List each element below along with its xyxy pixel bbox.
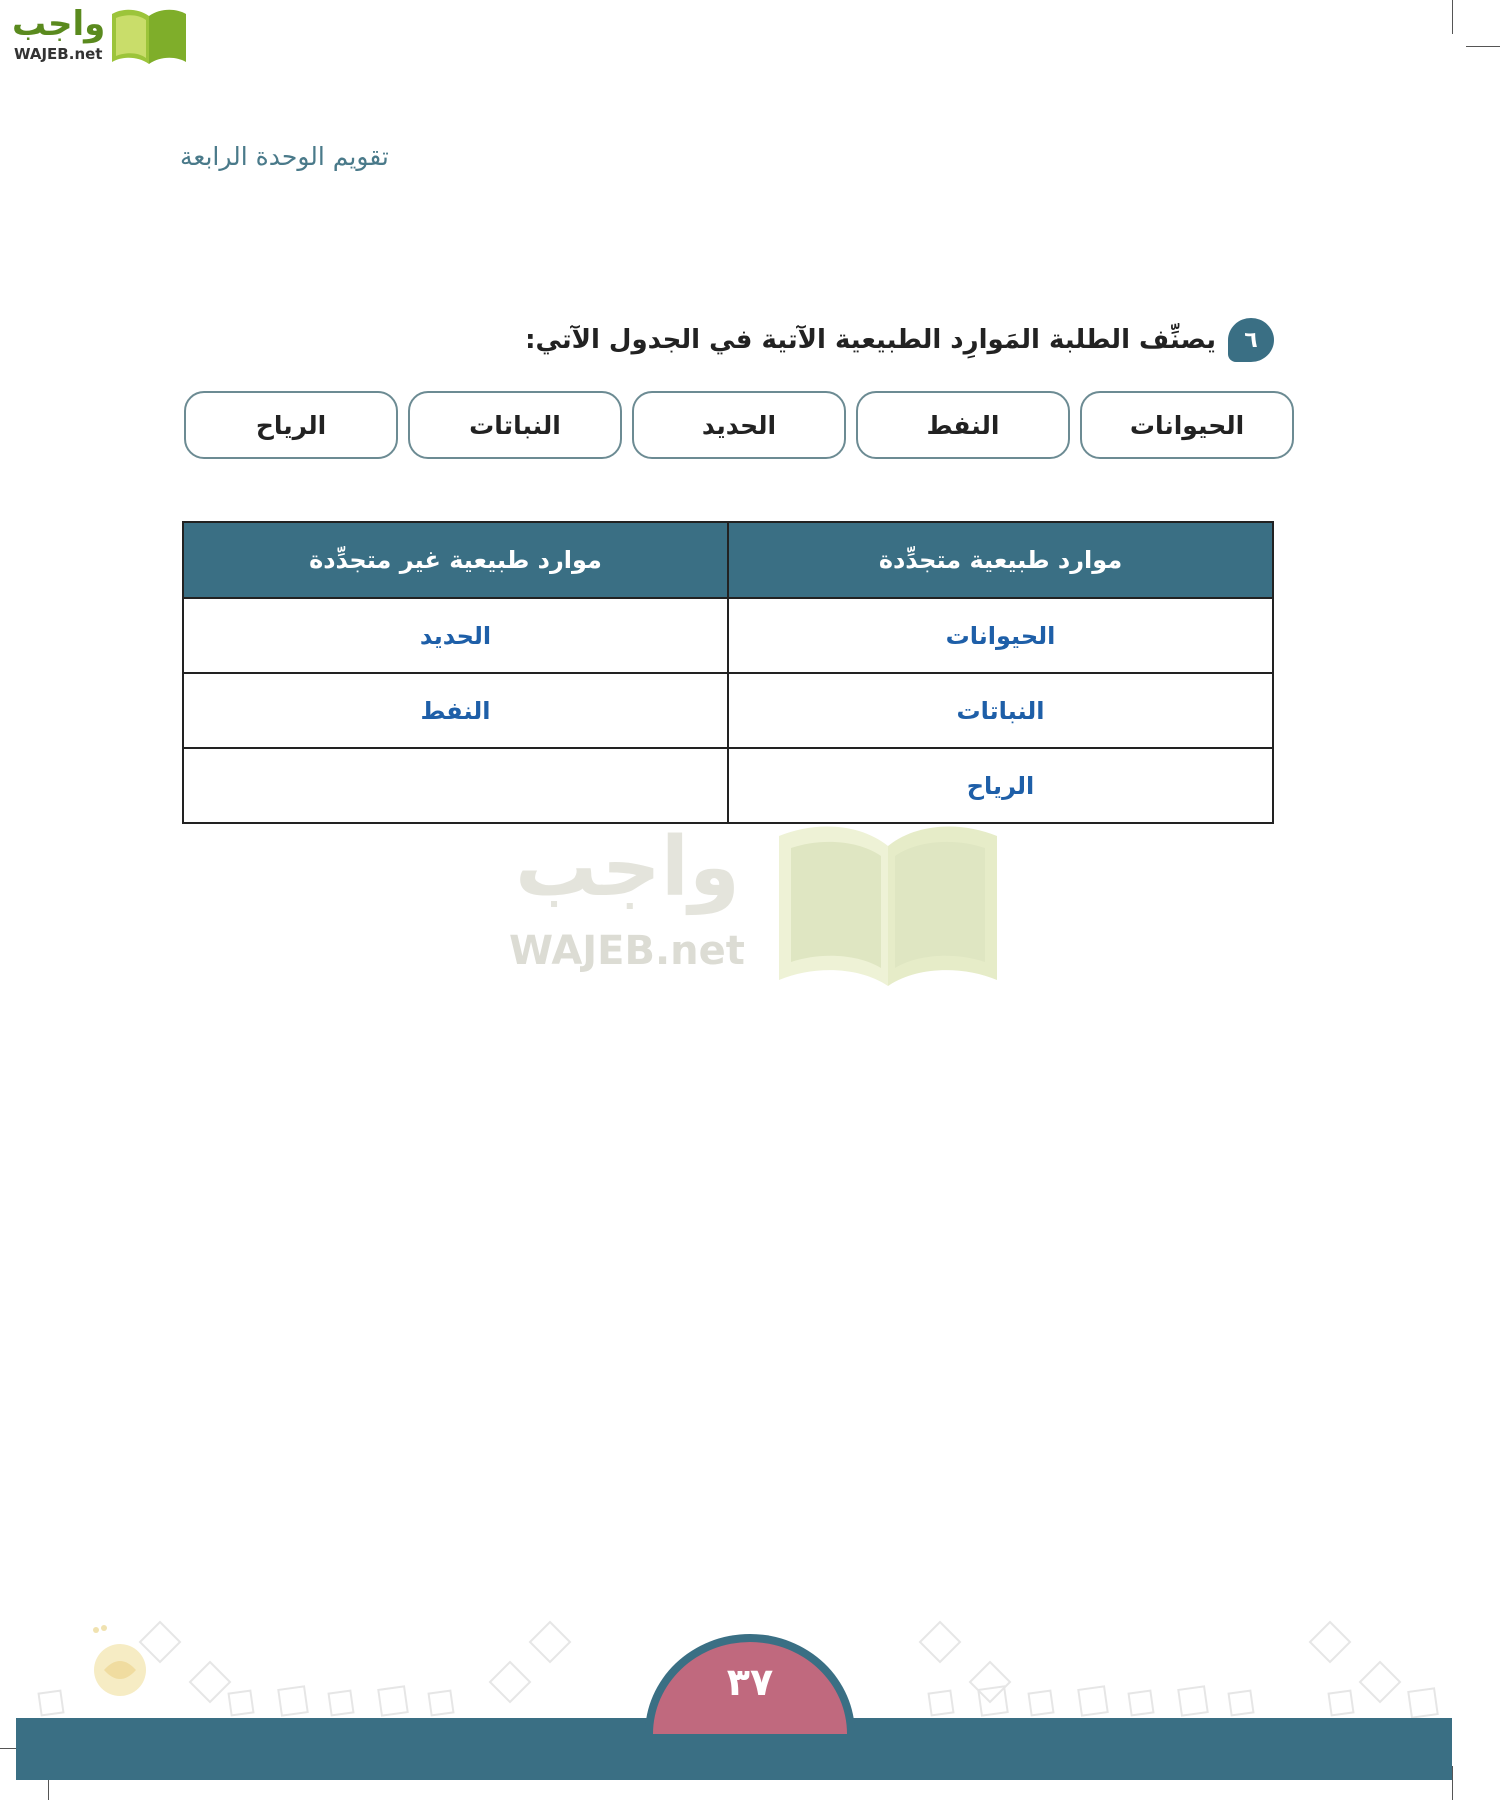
crop-mark xyxy=(1466,46,1500,47)
chip-plants[interactable]: النباتات xyxy=(408,391,622,459)
chip-animals[interactable]: الحيوانات xyxy=(1080,391,1294,459)
answer-cell[interactable]: الحيوانات xyxy=(728,598,1273,673)
table-row xyxy=(183,598,1273,673)
resource-chips xyxy=(184,391,1294,459)
chip-wind[interactable]: الرياح xyxy=(184,391,398,459)
crop-mark xyxy=(1452,1766,1453,1800)
answer-cell[interactable]: الرياح xyxy=(728,748,1273,823)
book-icon xyxy=(108,6,190,66)
table-row xyxy=(183,748,1273,823)
logo-arabic-text: واجب xyxy=(12,4,106,44)
crop-mark xyxy=(1452,0,1453,34)
header-nonrenewable: موارد طبيعية غير متجدِّدة xyxy=(183,522,728,598)
question-number-badge: ٦ xyxy=(1228,318,1274,362)
watermark-book-icon xyxy=(773,818,1003,988)
watermark-arabic-text: واجب xyxy=(515,820,740,915)
answer-cell[interactable]: النفط xyxy=(183,673,728,748)
logo-latin-text: WAJEB.net xyxy=(14,45,103,63)
table-row xyxy=(183,673,1273,748)
chip-iron[interactable]: الحديد xyxy=(632,391,846,459)
answer-cell[interactable]: النباتات xyxy=(728,673,1273,748)
answer-cell[interactable]: الحديد xyxy=(183,598,728,673)
watermark xyxy=(505,818,1005,988)
watermark-latin-text: WAJEB.net xyxy=(509,928,745,974)
question-heading xyxy=(525,318,1274,362)
ministry-emblem xyxy=(84,1622,154,1702)
classification-table xyxy=(182,521,1274,824)
page-number: ٣٧ xyxy=(726,1660,774,1704)
unit-title: تقويم الوحدة الرابعة xyxy=(180,142,389,171)
question-text: يصنِّف الطلبة المَوارِد الطبيعية الآتية في الجدول الآتي: xyxy=(525,325,1216,355)
header-renewable: موارد طبيعية متجدِّدة xyxy=(728,522,1273,598)
chip-oil[interactable]: النفط xyxy=(856,391,1070,459)
table-header-row xyxy=(183,522,1273,598)
site-logo[interactable] xyxy=(8,4,188,68)
answer-cell[interactable] xyxy=(183,748,728,823)
